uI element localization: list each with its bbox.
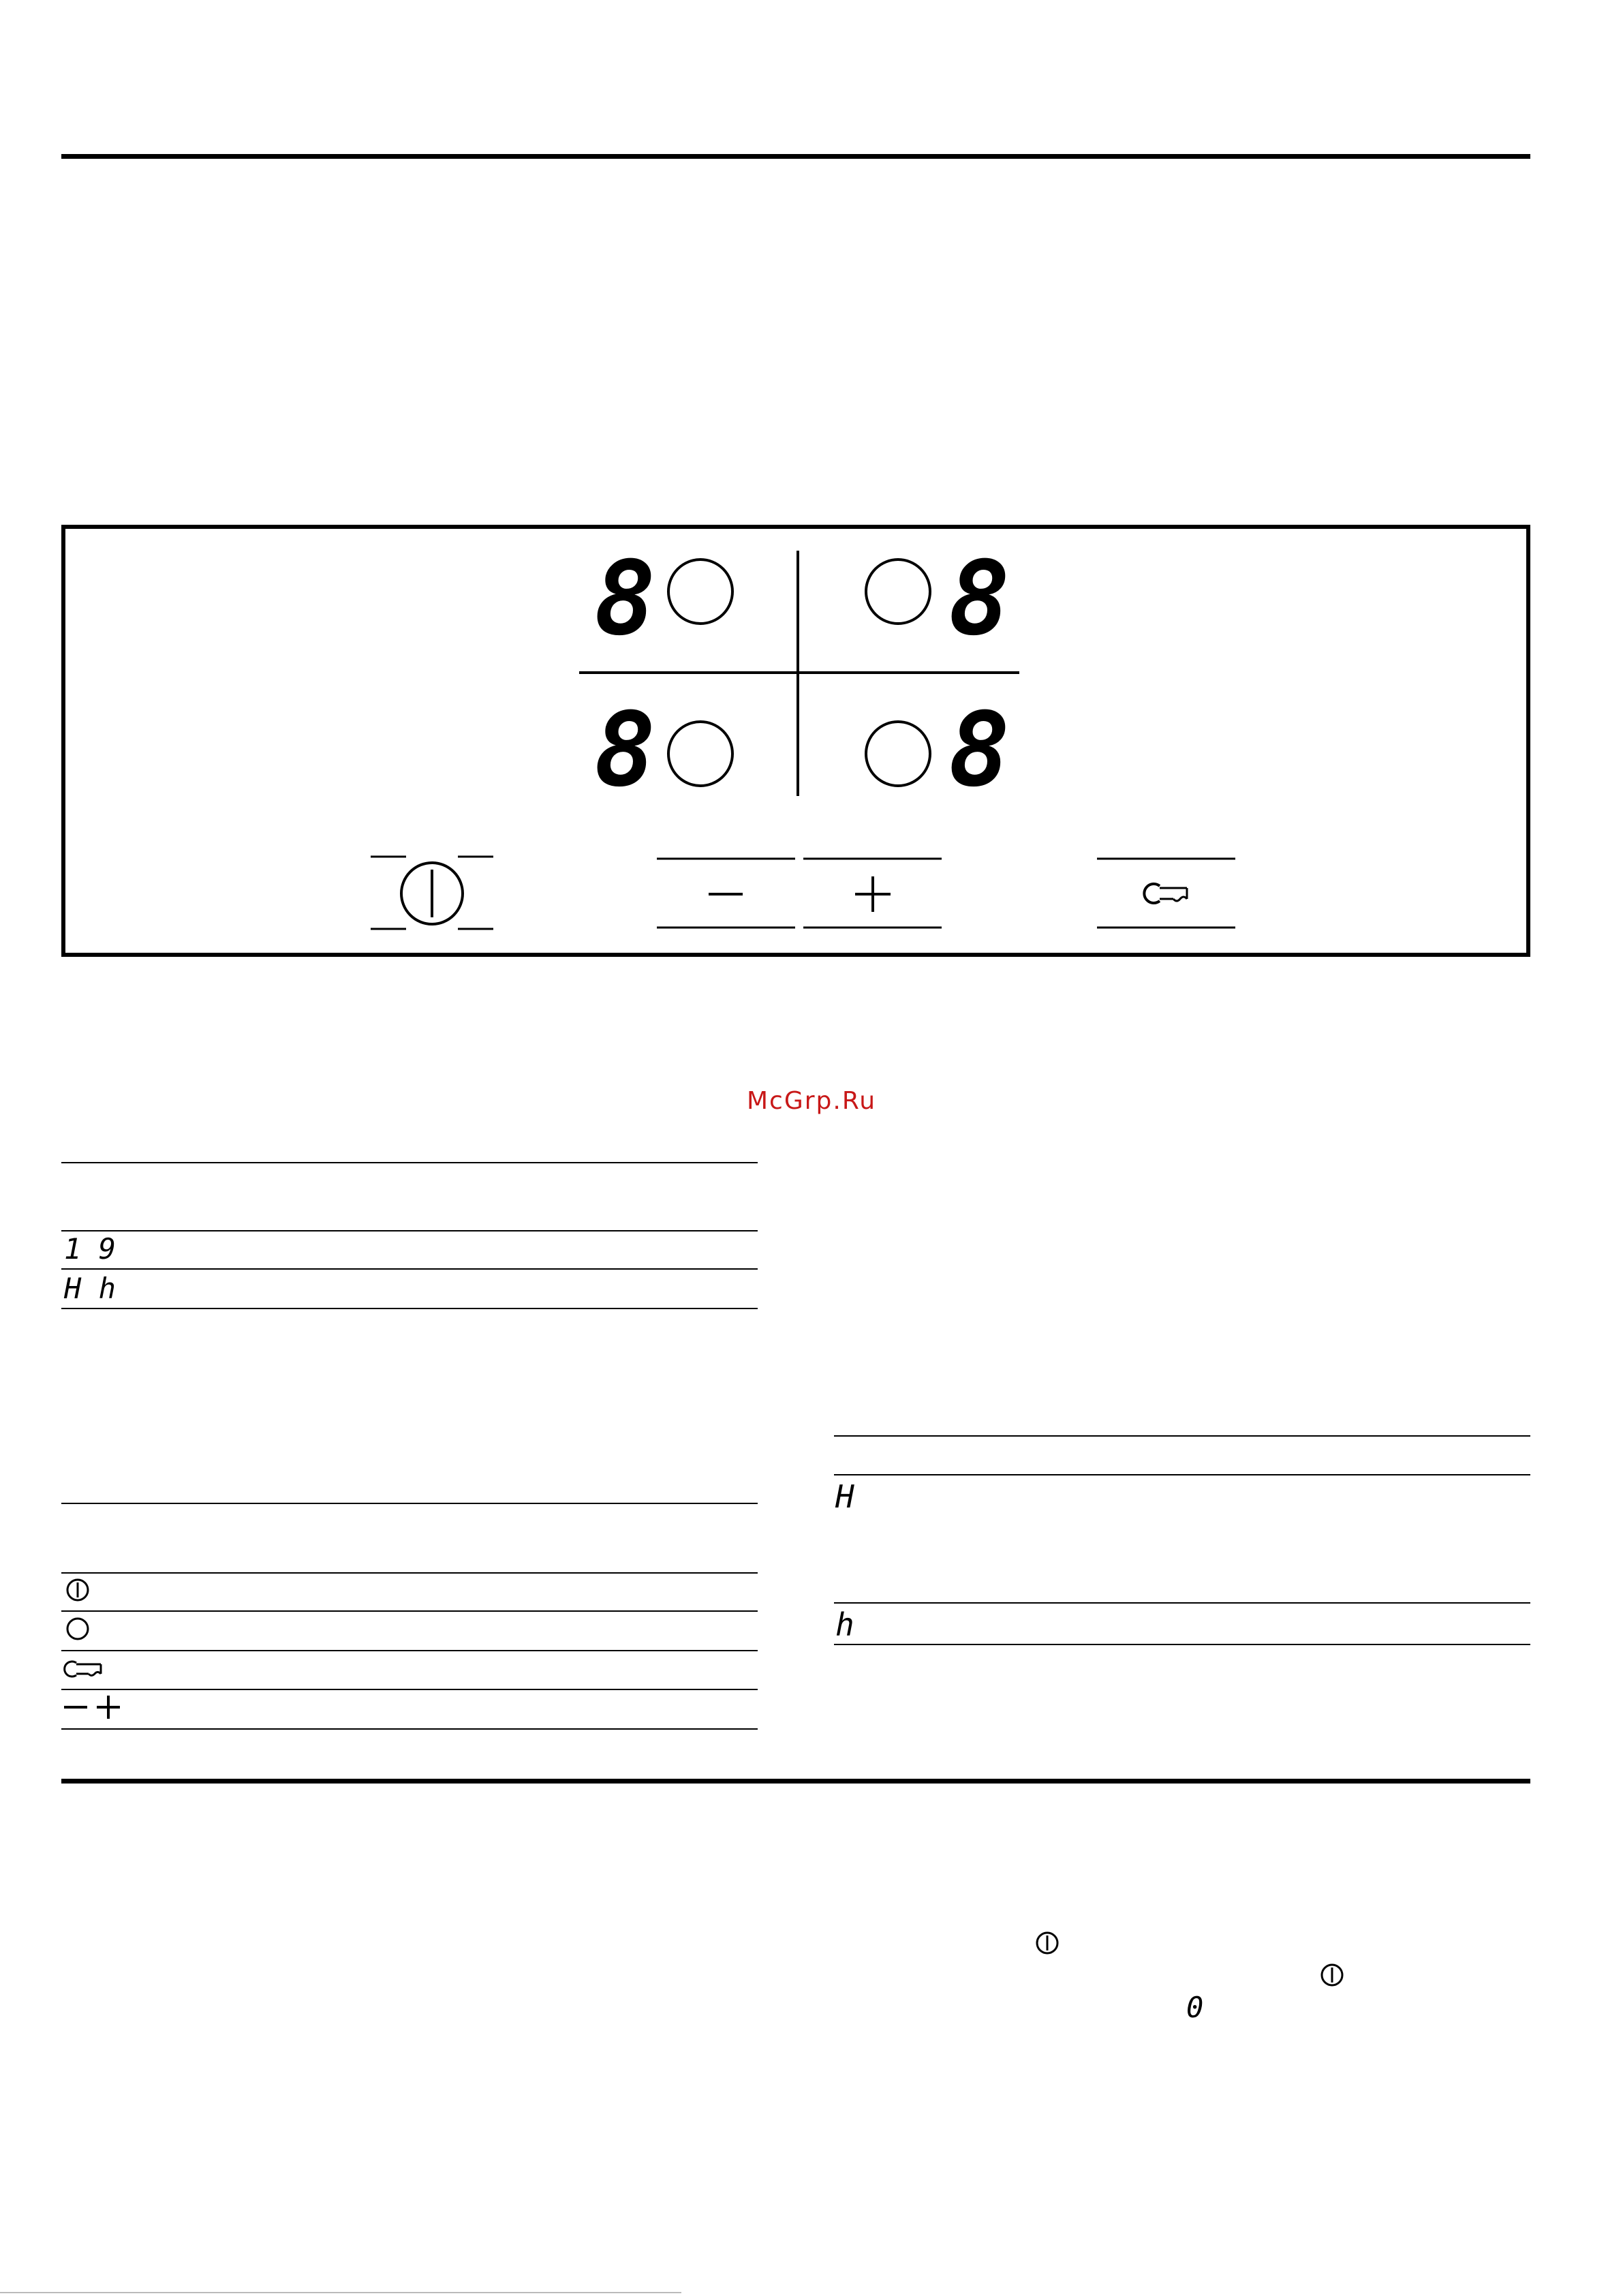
zone-circle-icon: [866, 560, 930, 624]
zone-rear-right[interactable]: [866, 691, 1010, 810]
zone-display-rear-right: 8: [948, 691, 1010, 810]
key-lock-icon: [1144, 884, 1187, 903]
zero-symbol: 0: [1186, 1991, 1204, 2024]
zone-circle-icon: [668, 722, 732, 786]
minus-button[interactable]: [657, 859, 795, 928]
zone-display-front-right: 8: [948, 540, 1010, 658]
child-lock-button[interactable]: [1097, 859, 1235, 928]
zone-front-right[interactable]: [866, 540, 1010, 658]
power-icon: [1037, 1933, 1057, 1953]
power-icon: [1322, 1965, 1342, 1985]
zone-front-left[interactable]: [594, 540, 732, 658]
top-rule: [61, 154, 1530, 159]
minus-plus-icon: [64, 1696, 120, 1719]
control-panel-frame: [63, 527, 1528, 955]
zone-display-rear-left: 8: [594, 691, 656, 810]
table-row: 1 9: [64, 1232, 116, 1266]
watermark: McGrp.Ru: [747, 1087, 877, 1115]
zone-display-front-left: 8: [594, 540, 656, 658]
zone-circle-icon: [67, 1619, 88, 1639]
plus-icon: [855, 876, 891, 912]
power-levels-table: [61, 1163, 758, 1308]
zone-circle-icon: [866, 722, 930, 786]
power-icon: [67, 1580, 88, 1600]
power-button[interactable]: [371, 857, 493, 929]
zone-rear-left[interactable]: [594, 691, 732, 810]
residual-heat-table: [834, 1436, 1530, 1644]
table-row: H: [835, 1478, 854, 1515]
table-row: H h: [64, 1272, 116, 1305]
table-row: h: [835, 1606, 854, 1643]
plus-button[interactable]: [803, 859, 942, 928]
control-symbols-table: [61, 1503, 758, 1729]
section-rule: [61, 1779, 1530, 1784]
zone-circle-icon: [668, 560, 732, 624]
key-lock-icon: [65, 1662, 101, 1677]
